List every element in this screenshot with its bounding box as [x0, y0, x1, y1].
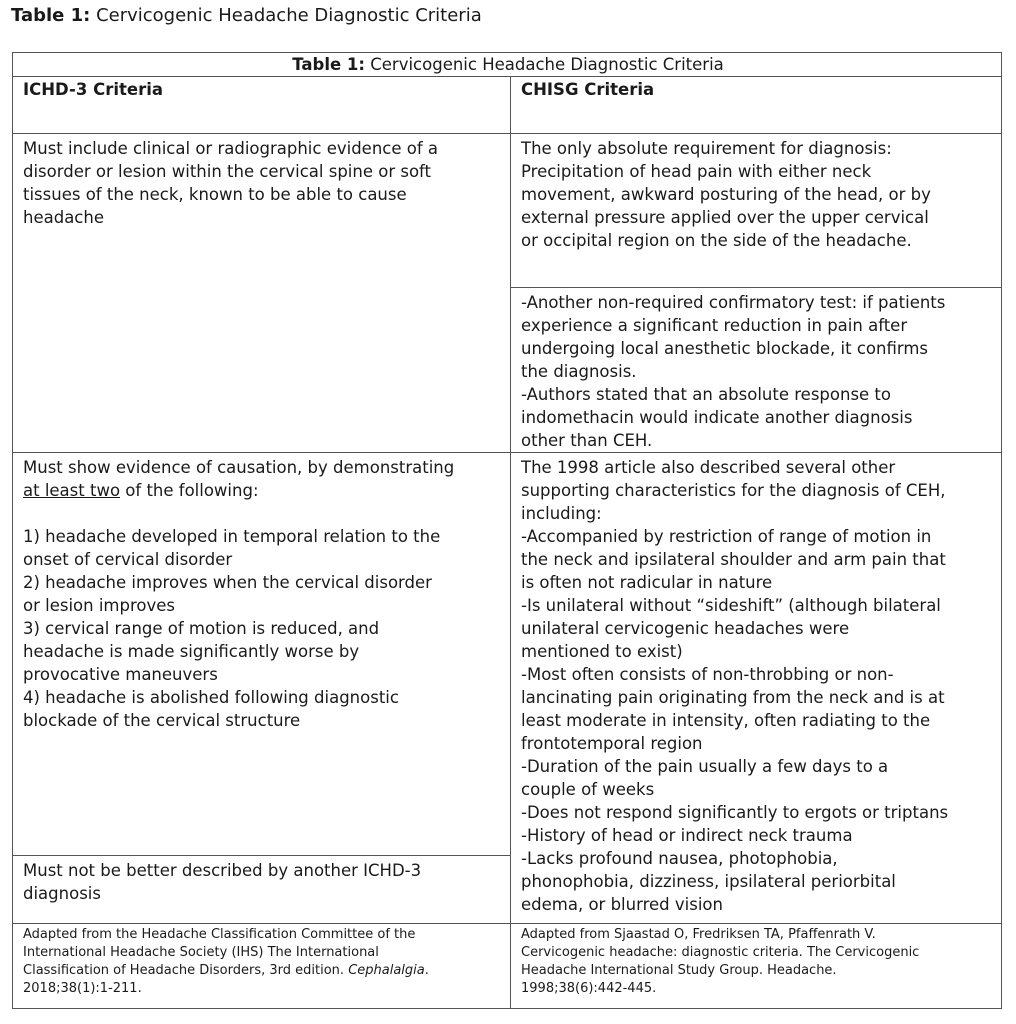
caption-label: Table 1:	[11, 5, 91, 26]
text-line: frontotemporal region	[521, 734, 703, 753]
text-span: of the following:	[120, 481, 259, 500]
text-line: Must include clinical or radiographic evidence of a	[23, 139, 439, 158]
table-title-label: Table 1:	[292, 55, 365, 74]
ichd3-reference	[13, 924, 511, 1009]
header-chisg: CHISG Criteria	[511, 77, 1002, 134]
text-line	[23, 479, 502, 502]
text-line: edema, or blurred vision	[521, 895, 723, 914]
text-line: least moderate in intensity, often radiating to the	[521, 711, 931, 730]
text-line: other than CEH.	[521, 431, 653, 450]
text-line: unilateral cervicogenic headaches were	[521, 619, 850, 638]
text-line: -Authors stated that an absolute response to	[521, 385, 892, 404]
table-title-row	[13, 53, 1002, 77]
text-line: or lesion improves	[23, 596, 175, 615]
text-line: external pressure applied over the upper cervical	[521, 208, 929, 227]
text-line: disorder or lesion within the cervical spine or soft	[23, 162, 432, 181]
table-reference-row	[13, 924, 1002, 1009]
text-line: 4) headache is abolished following diagnostic	[23, 688, 399, 707]
text-line: -Is unilateral without “sideshift” (although bilateral	[521, 596, 941, 615]
table-row	[13, 453, 1002, 856]
text-line: 3) cervical range of motion is reduced, and	[23, 619, 380, 638]
text-line: experience a significant reduction in pain after	[521, 316, 908, 335]
caption-text: Cervicogenic Headache Diagnostic Criteria	[90, 5, 482, 26]
table-row	[13, 134, 1002, 288]
text-line: including:	[521, 504, 602, 523]
text-line: is often not radicular in nature	[521, 573, 773, 592]
chisg-supporting-characteristics	[511, 453, 1002, 924]
text-line: phonophobia, dizziness, ipsilateral periorbital	[521, 872, 896, 891]
text-line: Precipitation of head pain with either neck	[521, 162, 872, 181]
text-line: Headache International Study Group. Headache.	[521, 963, 837, 978]
table-header-row	[13, 77, 1002, 134]
text-line: blockade of the cervical structure	[23, 711, 301, 730]
text-line: Adapted from the Headache Classification Committee of the	[23, 927, 416, 942]
text-line: supporting characteristics for the diagnosis of CEH,	[521, 481, 946, 500]
text-line: -Most often consists of non-throbbing or non-	[521, 665, 894, 684]
text-line: -Lacks profound nausea, photophobia,	[521, 849, 838, 868]
criteria-table	[12, 52, 1002, 1009]
text-line: International Headache Society (IHS) The International	[23, 945, 379, 960]
table-title-text: Cervicogenic Headache Diagnostic Criteria	[365, 55, 724, 74]
text-line: lancinating pain originating from the neck and is at	[521, 688, 945, 707]
text-line: 2018;38(1):1-211.	[23, 981, 142, 996]
text-line: movement, awkward posturing of the head, or by	[521, 185, 931, 204]
text-line: or occipital region on the side of the headache.	[521, 231, 912, 250]
text-line: The only absolute requirement for diagnosis:	[521, 139, 892, 158]
text-line: diagnosis	[23, 884, 101, 903]
header-ichd3: ICHD-3 Criteria	[13, 77, 511, 134]
text-line: The 1998 article also described several other	[521, 458, 896, 477]
text-span: Classification of Headache Disorders, 3rd edition.	[23, 963, 349, 978]
text-line: -Another non-required confirmatory test: if patients	[521, 293, 946, 312]
text-line: the diagnosis.	[521, 362, 637, 381]
text-span: .	[424, 963, 429, 978]
text-line: mentioned to exist)	[521, 642, 683, 661]
document-caption	[11, 5, 482, 26]
chisg-absolute-requirement	[511, 134, 1002, 288]
text-line: -Does not respond significantly to ergots or triptans	[521, 803, 949, 822]
text-line: provocative maneuvers	[23, 665, 218, 684]
text-line	[23, 962, 502, 980]
table-title	[13, 53, 1002, 77]
text-line: undergoing local anesthetic blockade, it confirms	[521, 339, 929, 358]
text-line: headache	[23, 208, 104, 227]
text-line: onset of cervical disorder	[23, 550, 233, 569]
text-line: -Duration of the pain usually a few days to a	[521, 757, 889, 776]
ichd3-causation-criterion	[13, 453, 511, 856]
text-line: 1998;38(6):442-445.	[521, 981, 657, 996]
text-line: 2) headache improves when the cervical disorder	[23, 573, 432, 592]
text-line: tissues of the neck, known to be able to cause	[23, 185, 407, 204]
text-line: Cervicogenic headache: diagnostic criteria. The Cervicogenic	[521, 945, 920, 960]
spacer	[23, 502, 502, 525]
text-line: indomethacin would indicate another diagnosis	[521, 408, 913, 427]
chisg-reference	[511, 924, 1002, 1009]
ichd3-exclusion-criterion	[13, 856, 511, 924]
text-line: -History of head or indirect neck trauma	[521, 826, 853, 845]
text-line: the neck and ipsilateral shoulder and arm pain that	[521, 550, 946, 569]
ichd3-lesion-criterion	[13, 134, 511, 453]
text-line: couple of weeks	[521, 780, 655, 799]
chisg-confirmatory-test	[511, 288, 1002, 453]
text-line: -Accompanied by restriction of range of motion in	[521, 527, 932, 546]
text-line: headache is made significantly worse by	[23, 642, 360, 661]
text-line: Must show evidence of causation, by demonstrating	[23, 458, 455, 477]
text-line: Must not be better described by another ICHD-3	[23, 861, 422, 880]
underlined-text: at least two	[23, 481, 121, 500]
text-line: 1) headache developed in temporal relation to the	[23, 527, 441, 546]
text-line: Adapted from Sjaastad O, Fredriksen TA, Pfaffenrath V.	[521, 927, 876, 942]
journal-name: Cephalalgia	[348, 963, 425, 978]
